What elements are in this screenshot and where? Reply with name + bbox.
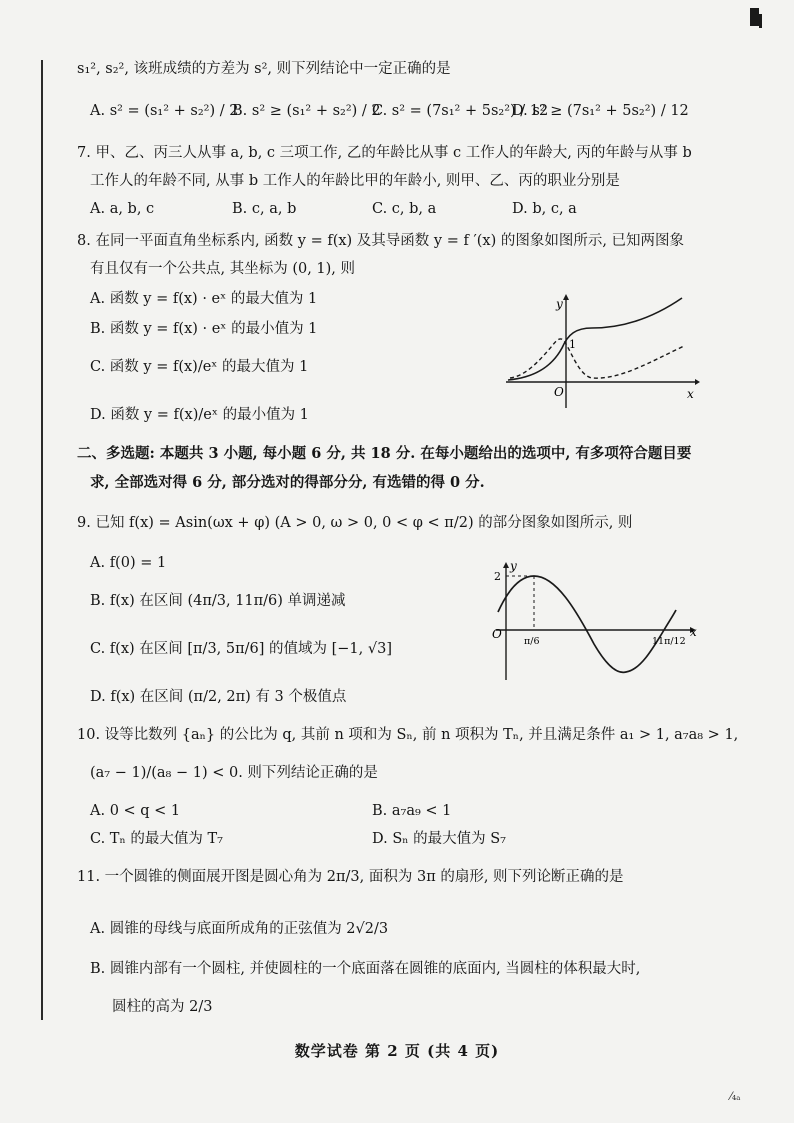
q9-option-b: B. f(x) 在区间 (4π/3, 11π/6) 单调递减	[90, 593, 346, 609]
q7-stem-line1: 7. 甲、乙、丙三人从事 a, b, c 三项工作, 乙的年龄比从事 c 工作人的年龄大, 丙的年龄与从事 b	[77, 145, 692, 161]
q11-option-b-line2: 圆柱的高为 2/3	[112, 999, 213, 1015]
q8-function-graph	[500, 290, 700, 410]
q9-option-d: D. f(x) 在区间 (π/2, 2π) 有 3 个极值点	[90, 689, 347, 705]
q8-graph-origin: O	[554, 385, 564, 399]
page-footer: 数学试卷 第 2 页 (共 4 页)	[294, 1042, 500, 1060]
q10-option-c: C. Tₙ 的最大值为 T₇	[90, 831, 223, 847]
q9-graph-amplitude: 2	[494, 570, 501, 583]
q6-option-c: C. s² = (7s₁² + 5s₂²) / 12	[372, 103, 549, 119]
q8-stem-line1: 8. 在同一平面直角坐标系内, 函数 y = f(x) 及其导函数 y = f ′(x) 的图象如图所示, 已知两图象	[77, 233, 685, 249]
q9-graph-origin: O	[492, 627, 502, 641]
q9-stem: 9. 已知 f(x) = Asin(ωx + φ) (A > 0, ω > 0, 0 < φ < π/2) 的部分图象如图所示, 则	[77, 515, 633, 531]
section2-heading-line1: 二、多选题: 本题共 3 小题, 每小题 6 分, 共 18 分. 在每小题给出的选项中, 有多项符合题目要	[77, 445, 692, 462]
q9-graph-tick-pi-6: π/6	[524, 636, 540, 647]
q7-option-c: C. c, b, a	[372, 201, 437, 217]
corner-mark	[748, 6, 764, 30]
q8-option-b: B. 函数 y = f(x) · eˣ 的最小值为 1	[90, 321, 318, 337]
q11-option-a: A. 圆锥的母线与底面所成角的正弦值为 2√2/3	[90, 921, 389, 937]
q9-option-c: C. f(x) 在区间 [π/3, 5π/6] 的值域为 [−1, √3]	[90, 641, 393, 657]
q10-option-d: D. Sₙ 的最大值为 S₇	[372, 831, 506, 847]
q8-option-a: A. 函数 y = f(x) · eˣ 的最大值为 1	[90, 291, 318, 307]
q6-option-a: A. s² = (s₁² + s₂²) / 2	[90, 103, 239, 119]
q6-option-b: B. s² ≥ (s₁² + s₂²) / 2	[232, 103, 381, 119]
q10-option-a: A. 0 < q < 1	[90, 803, 181, 819]
q9-graph-tick-11pi-12: 11π/12	[652, 636, 686, 647]
q6-stem-tail: s₁², s₂², 该班成绩的方差为 s², 则下列结论中一定正确的是	[77, 61, 451, 77]
q8-stem-line2: 有且仅有一个公共点, 其坐标为 (0, 1), 则	[90, 261, 356, 277]
q7-option-b: B. c, a, b	[232, 201, 297, 217]
q9-option-a: A. f(0) = 1	[90, 555, 167, 571]
margin-line	[41, 60, 43, 1020]
q11-option-b-line1: B. 圆锥内部有一个圆柱, 并使圆柱的一个底面落在圆锥的底面内, 当圆柱的体积最大时,	[90, 961, 641, 977]
q8-graph-y-label: y	[556, 297, 563, 311]
q9-sine-graph	[484, 558, 700, 682]
q11-stem: 11. 一个圆锥的侧面展开图是圆心角为 2π/3, 面积为 3π 的扇形, 则下列论断正确的是	[77, 869, 624, 885]
q8-option-c: C. 函数 y = f(x)/eˣ 的最大值为 1	[90, 359, 309, 375]
q10-option-b: B. a₇a₉ < 1	[372, 803, 452, 819]
q9-graph-x-label: x	[690, 625, 697, 639]
q6-option-d: D. s² ≥ (7s₁² + 5s₂²) / 12	[512, 103, 689, 119]
section2-heading-line2: 求, 全部选对得 6 分, 部分选对的得部分分, 有选错的得 0 分.	[90, 474, 485, 491]
q9-graph-y-label: y	[510, 559, 517, 573]
q7-option-a: A. a, b, c	[90, 201, 155, 217]
q7-option-d: D. b, c, a	[512, 201, 577, 217]
q8-graph-point-label: 1	[569, 338, 576, 351]
q8-option-d: D. 函数 y = f(x)/eˣ 的最小值为 1	[90, 407, 309, 423]
q10-stem-line1: 10. 设等比数列 {aₙ} 的公比为 q, 其前 n 项和为 Sₙ, 前 n 项积为 Tₙ, 并且满足条件 a₁ > 1, a₇a₈ > 1,	[77, 727, 739, 743]
q8-graph-x-label: x	[687, 387, 694, 401]
bottom-mark: ⁄₄ₐ	[730, 1090, 741, 1103]
q10-stem-line2: (a₇ − 1)/(a₈ − 1) < 0. 则下列结论正确的是	[90, 765, 378, 781]
q7-stem-line2: 工作人的年龄不同, 从事 b 工作人的年龄比甲的年龄小, 则甲、乙、丙的职业分别是	[90, 173, 620, 189]
